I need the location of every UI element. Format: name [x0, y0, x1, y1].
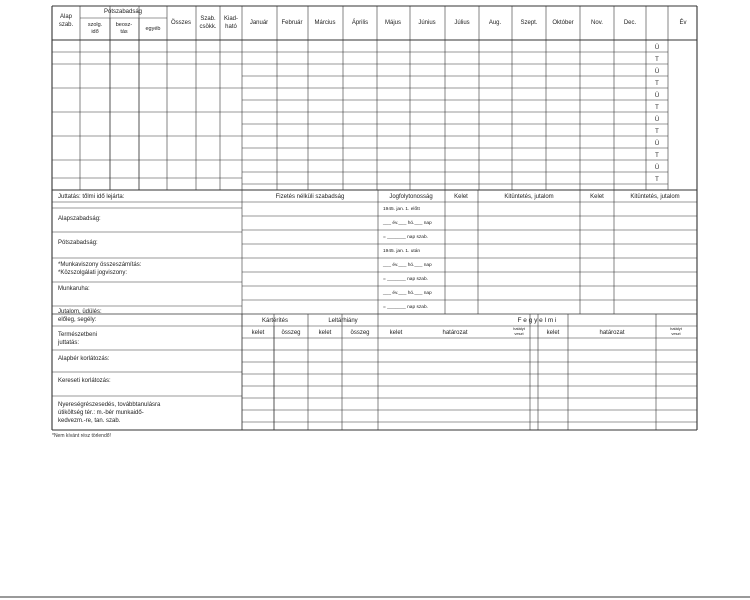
lower-hatarozat-1: határozat — [442, 330, 468, 336]
ut-mark-6: Ü — [654, 117, 660, 123]
lower-osszeg-1: összeg — [281, 330, 301, 336]
ut-mark-1: T — [655, 57, 659, 63]
month-9: Október — [552, 20, 574, 26]
ut-mark-9: T — [655, 153, 659, 159]
mid-kituntetes-header-2: Kitüntetés, jutalom — [630, 194, 680, 200]
lower-kelet-3: kelet — [389, 330, 403, 336]
jog-line-6: ___ év.___ hó.___ nap — [383, 291, 432, 296]
col-szolg-l2: idő — [91, 29, 99, 35]
col-szab-csokk-l2: csökk. — [199, 24, 217, 30]
mid-kelet-header-2: Kelet — [590, 194, 604, 200]
label-kereseti: Kereseti korlátozás: — [58, 378, 111, 384]
form-grid-lines — [52, 6, 697, 430]
label-nyereseg-l1: Nyereségrészesedés, továbbtanulásra — [58, 402, 161, 408]
jog-line-1: ___ év.___ hó.___ nap — [383, 221, 432, 226]
month-0: Január — [249, 20, 269, 26]
col-beosz-l1: beosz- — [115, 22, 133, 28]
lower-hatalyt-1b: veszt — [514, 331, 524, 336]
jog-line-5: = _______ nap szab. — [383, 277, 428, 282]
col-kiadhato-l2: ható — [225, 24, 237, 30]
month-1: Február — [281, 20, 303, 26]
lower-kelet-2: kelet — [318, 330, 332, 336]
lower-kelet-1: kelet — [251, 330, 265, 336]
ut-mark-7: T — [655, 129, 659, 135]
month-5: Június — [418, 20, 436, 26]
month-8: Szept. — [520, 20, 538, 26]
lower-kelet-4: kelet — [546, 330, 560, 336]
label-munkaviszony-l2: *Közszolgálati jogviszony: — [58, 270, 128, 276]
jog-line-0: 1945. jan. 1. előtt — [383, 207, 420, 212]
jog-line-3: 1945. jan. 1. után — [383, 249, 421, 254]
month-3: Április — [351, 20, 369, 26]
col-ev: Év — [679, 20, 687, 26]
mid-jogfolytonossag-header: Jogfolytonosság — [389, 194, 433, 200]
col-szab-csokk-l1: Szab. — [200, 16, 216, 22]
label-termeszetbeni-l1: Természetbeni — [58, 332, 98, 338]
label-nyereseg-l3: kedvezm.-re, tan. szab. — [58, 418, 121, 424]
lower-osszeg-2: összeg — [350, 330, 370, 336]
jog-line-4: ___ év.___ hó.___ nap — [383, 263, 432, 268]
ut-mark-4: Ü — [654, 93, 660, 99]
lower-hatalyt-1a: hatályt — [513, 326, 525, 331]
lower-karterites: Kártérítés — [261, 318, 289, 324]
lower-leltarhiany: Leltárhiány — [328, 318, 358, 324]
month-2: Március — [314, 20, 336, 26]
ut-mark-0: Ü — [654, 45, 660, 51]
month-10: Nov. — [591, 20, 603, 26]
lower-fegyelmi: F e g y e l m i — [517, 317, 557, 324]
mid-kituntetes-header-1: Kitüntetés, jutalom — [504, 194, 554, 200]
ut-mark-2: Ü — [654, 69, 660, 75]
label-nyereseg-l2: útiköltség tér.: m.-bér munkaidő- — [58, 410, 144, 416]
month-7: Aug. — [488, 20, 502, 26]
label-alapszabadsag: Alapszabadság: — [58, 216, 101, 222]
label-jutalom-l2: előleg, segély: — [58, 317, 97, 323]
label-termeszetbeni-l2: juttatás: — [58, 340, 80, 346]
ut-mark-11: T — [655, 177, 659, 183]
lower-hatalyt-2b: veszt — [671, 331, 681, 336]
page-bottom-rule — [0, 596, 750, 598]
col-potszabadsag: Pótszabadság — [103, 9, 143, 15]
label-jutalom-l1: Jutalom, üdülés: — [58, 309, 102, 315]
ut-mark-5: T — [655, 105, 659, 111]
jog-line-2: = _______ nap szab. — [383, 235, 428, 240]
mid-fizetes-header: Fizetés nélküli szabadság — [275, 194, 345, 200]
col-osszes: Összes — [170, 20, 192, 26]
label-munkaruha: Munkaruha: — [58, 286, 90, 292]
label-juttatas: Juttatás: tőlmi idő lejárta: — [58, 194, 125, 200]
footnote: *Nem kívánt rész törlendő! — [52, 433, 111, 439]
col-beosz-l2: tás — [120, 29, 128, 35]
col-alap-szab-l1: Alap — [59, 14, 73, 20]
mid-kelet-header-1: Kelet — [454, 194, 468, 200]
jog-line-7: = _______ nap szab. — [383, 305, 428, 310]
month-6: Július — [454, 20, 470, 26]
col-szolg-l1: szolg. — [87, 22, 103, 28]
ut-mark-3: T — [655, 81, 659, 87]
lower-hatalyt-2a: hatályt — [670, 326, 682, 331]
label-potszabadsag: Pótszabadság: — [58, 240, 98, 246]
label-alapber: Alapbér korlátozás: — [58, 356, 110, 362]
ut-mark-8: Ü — [654, 141, 660, 147]
ut-mark-10: Ü — [654, 165, 660, 171]
month-4: Május — [384, 20, 402, 26]
month-11: Dec. — [623, 20, 637, 26]
col-kiadhato-l1: Kiad- — [223, 16, 239, 22]
label-munkaviszony-l1: *Munkaviszony összeszámítás: — [58, 262, 142, 268]
lower-hatarozat-2: határozat — [599, 330, 625, 336]
col-alap-szab-l2: szab. — [58, 22, 74, 28]
col-egyeb: egyéb — [145, 26, 161, 32]
